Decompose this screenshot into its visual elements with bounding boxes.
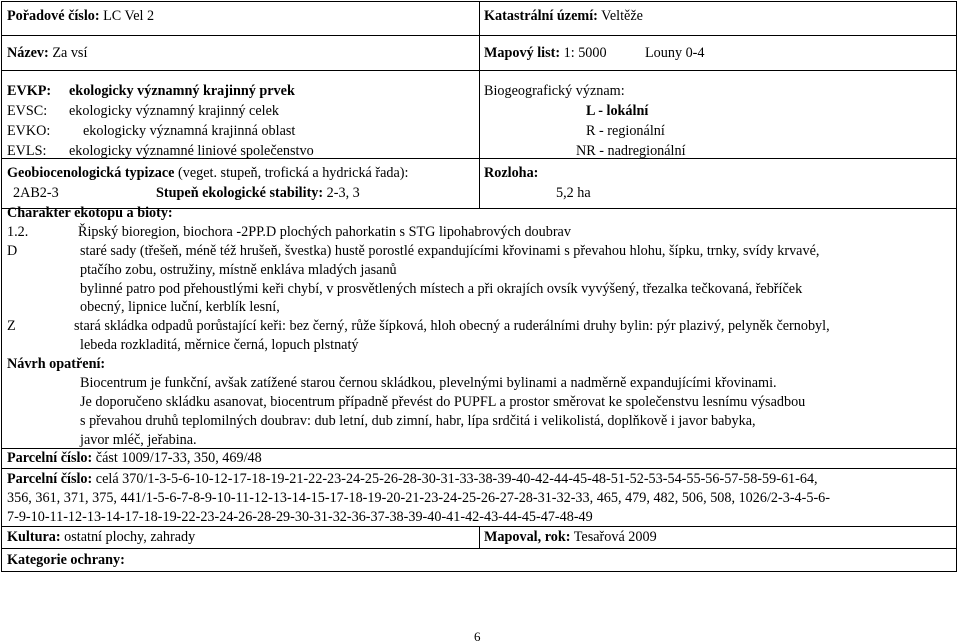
navrh-line-1: Biocentrum je funkční, avšak zatížené starou černou skládkou, plevelnými bylinami a nadměrně expandujícími křovinami. <box>80 375 777 391</box>
poradove-value: LC Vel 2 <box>103 8 155 24</box>
charakter-label: Charakter ekotopu a bioty: <box>7 205 173 221</box>
evkp-text: ekologicky významný krajinný prvek <box>69 83 295 99</box>
poradove-label: Pořadové číslo: <box>7 8 100 24</box>
geobio-note: (veget. stupeň, trofická a hydrická řada): <box>178 165 409 181</box>
nazev-label: Název: <box>7 45 49 61</box>
navrh-line-3: s převahou druhů teplomilných doubrav: dub letní, dub zimní, habr, lípa srdčitá i velikolistá, doplňkově i javor babyka, <box>80 413 756 429</box>
z-line-2: lebeda rozkladitá, měrnice černá, lopuch plstnatý <box>80 337 359 353</box>
z-letter: Z <box>7 318 16 334</box>
kultura-label: Kultura: <box>7 529 61 545</box>
rozloha-value: 5,2 ha <box>556 185 591 201</box>
mapovy-label: Mapový list: <box>484 45 561 61</box>
mapoval-label: Mapoval, rok: <box>484 529 571 545</box>
poradove-cislo <box>7 8 154 25</box>
mapovy-list <box>484 45 607 62</box>
rozloha-label: Rozloha: <box>484 165 539 181</box>
mapoval-value: Tesařová 2009 <box>573 529 657 545</box>
navrh-line-2: Je doporučeno skládku asanovat, biocentrum případně převést do PUPFL a prostor směrovat ke společenstvu lesnímu výsadbou <box>80 394 806 410</box>
d-line-1: staré sady (třešeň, méně též hrušeň, švestka) hustě porostlé expandujícími křovinami s převahou hlohu, šípku, trnky, svídy krvavé, <box>80 243 820 259</box>
nazev-value: Za vsí <box>52 45 88 61</box>
z-line-1: stará skládka odpadů porůstající keři: bez černý, růže šípková, hloh obecný a ruderálními druhy bylin: pýr plazivý, pelyněk černobyl, <box>74 318 830 334</box>
parcelni-cast-value: část 1009/17-33, 350, 469/48 <box>95 450 262 466</box>
nazev <box>7 45 87 62</box>
parcelni-cast-label: Parcelní číslo: <box>7 450 93 466</box>
mapoval <box>484 529 657 546</box>
evko-abbr: EVKO: <box>7 123 51 139</box>
divider <box>479 1 480 36</box>
page-number: 6 <box>474 629 481 644</box>
stability-label: Stupeň ekologické stability: <box>156 185 324 201</box>
katastralni-uzemi <box>484 8 643 25</box>
parcelni-cast <box>7 450 262 467</box>
biogeo-label: Biogeografický význam: <box>484 83 625 99</box>
divider <box>479 35 480 71</box>
geobio-value: 2AB2-3 <box>13 185 59 201</box>
d-line-3: bylinné patro pod přehoustlými keři chybí, v prosvětlených místech a při okrajích ovsík vyvýšený, třezalka tečkovaná, řebříček <box>80 281 803 297</box>
parcelni-cela-label: Parcelní číslo: <box>7 471 93 487</box>
kategorie-label: Kategorie ochrany: <box>7 552 125 568</box>
stability <box>156 185 360 202</box>
biogeo-lokalni: L - lokální <box>586 103 649 119</box>
evkp-abbr: EVKP: <box>7 83 52 99</box>
charakter-bioregion: Řipský bioregion, biochora -2PP.D plochých pahorkatin s STG lipohabrových doubrav <box>78 224 571 240</box>
d-line-4: obecný, lipnice luční, kerblík lesní, <box>80 299 280 315</box>
navrh-line-4: javor mléč, jeřabina. <box>80 432 197 448</box>
evsc-text: ekologicky významný krajinný celek <box>69 103 279 119</box>
parcelni-cela <box>7 471 818 488</box>
kultura-value: ostatní plochy, zahrady <box>64 529 196 545</box>
row-kategorie <box>1 548 957 572</box>
navrh-label: Návrh opatření: <box>7 356 106 372</box>
rule <box>1 158 957 159</box>
parcelni-cela-line-3: 7-9-10-11-12-13-14-17-18-19-22-23-24-26-28-29-30-31-32-36-37-38-39-40-41-42-43-44-45-47-48-49 <box>7 509 593 525</box>
evls-abbr: EVLS: <box>7 143 47 159</box>
geobio-typizace <box>7 165 408 182</box>
evls-text: ekologicky významné liniové společenstvo <box>69 143 314 159</box>
charakter-code: 1.2. <box>7 224 29 240</box>
biogeo-regionalni: R - regionální <box>586 123 665 139</box>
katastralni-label: Katastrální území: <box>484 8 598 24</box>
parcelni-cela-line-1: celá 370/1-3-5-6-10-12-17-18-19-21-22-23-24-25-26-28-30-31-33-38-39-40-42-44-45-48-51-52-53-54-55-56-57-58-59-61-64, <box>95 471 818 487</box>
stability-value: 2-3, 3 <box>326 185 360 201</box>
divider <box>479 158 480 209</box>
d-letter: D <box>7 243 18 259</box>
katastralni-value: Veltěže <box>601 8 643 24</box>
biogeo-nadregionalni: NR - nadregionální <box>576 143 686 159</box>
geobio-label: Geobiocenologická typizace <box>7 165 175 181</box>
mapovy-extra: Louny 0-4 <box>645 45 705 61</box>
evko-text: ekologicky významná krajinná oblast <box>83 123 296 139</box>
divider <box>479 526 480 549</box>
evsc-abbr: EVSC: <box>7 103 48 119</box>
d-line-2: ptačího zobu, ostružiny, místně enkláva mladých jasanů <box>80 262 397 278</box>
parcelni-cela-line-2: 356, 361, 371, 375, 441/1-5-6-7-8-9-10-11-12-13-14-15-17-18-19-20-21-23-24-25-26-27-28-31-32-33, 465, 479, 482, 506, 508, 1026/2-3-4-5-6- <box>7 490 830 506</box>
kultura <box>7 529 195 546</box>
mapovy-value: 1: 5000 <box>563 45 607 61</box>
